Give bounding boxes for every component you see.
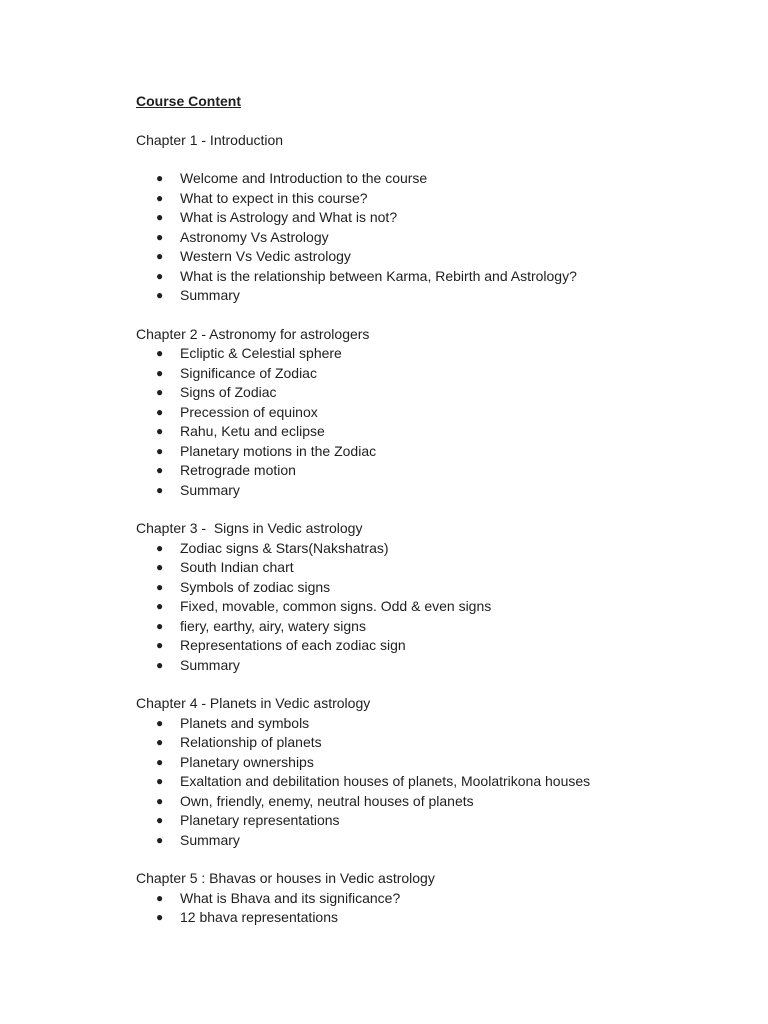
bullet-icon: ● bbox=[156, 365, 164, 380]
list-item bbox=[136, 656, 736, 676]
list-item bbox=[136, 228, 736, 248]
list-item bbox=[136, 267, 736, 287]
list-item-text: Zodiac signs & Stars(Nakshatras) bbox=[180, 539, 389, 556]
list-item-text: Planetary representations bbox=[180, 812, 340, 828]
chapter-heading: Chapter 1 - Introduction bbox=[136, 131, 284, 148]
list-item bbox=[136, 636, 736, 656]
list-item-text: 12 bhava representations bbox=[180, 909, 338, 925]
bullet-icon: ● bbox=[156, 754, 164, 769]
list-item-text: Own, friendly, enemy, neutral houses of planets bbox=[180, 792, 474, 809]
list-item bbox=[136, 189, 736, 209]
bullet-icon: ● bbox=[156, 385, 164, 399]
list-item-text: Welcome and Introduction to the course bbox=[180, 170, 428, 186]
list-item-text: Fixed, movable, common signs. Odd & even signs bbox=[180, 598, 492, 614]
bullet-icon: ● bbox=[156, 268, 164, 283]
bullet-icon: ● bbox=[156, 210, 164, 224]
chapter-item-list bbox=[136, 889, 736, 928]
list-item bbox=[136, 733, 736, 753]
list-item-text: Planetary ownerships bbox=[180, 753, 314, 770]
chapter-heading: Chapter 5 : Bhavas or houses in Vedic astrology bbox=[136, 870, 435, 886]
bullet-icon: ● bbox=[156, 910, 164, 924]
list-item-text: Retrograde motion bbox=[180, 462, 296, 478]
bullet-icon: ● bbox=[156, 463, 164, 477]
list-item-text: Summary bbox=[180, 831, 240, 848]
list-item bbox=[136, 344, 736, 364]
chapter-heading: Chapter 3 - Signs in Vedic astrology bbox=[136, 520, 363, 536]
document-title: Course Content bbox=[136, 93, 241, 109]
list-item bbox=[136, 908, 736, 928]
bullet-icon: ● bbox=[156, 171, 164, 185]
list-item bbox=[136, 383, 736, 403]
chapter-heading: Chapter 4 - Planets in Vedic astrology bbox=[136, 695, 371, 711]
list-item bbox=[136, 889, 736, 909]
list-item-text: What is Bhava and its significance? bbox=[180, 889, 401, 906]
list-item bbox=[136, 461, 736, 481]
bullet-icon: ● bbox=[156, 424, 164, 438]
list-item bbox=[136, 714, 736, 734]
chapter-2 bbox=[136, 325, 736, 501]
bullet-icon: ● bbox=[156, 229, 164, 244]
list-item-text: Precession of equinox bbox=[180, 403, 318, 420]
chapter-item-list bbox=[136, 169, 736, 306]
bullet-icon: ● bbox=[156, 735, 164, 749]
list-item bbox=[136, 792, 736, 812]
list-item bbox=[136, 811, 736, 831]
list-item bbox=[136, 247, 736, 267]
list-item-text: Relationship of planets bbox=[180, 734, 322, 750]
bullet-icon: ● bbox=[156, 774, 164, 788]
bullet-icon: ● bbox=[156, 599, 164, 613]
list-item bbox=[136, 208, 736, 228]
list-item-text: Rahu, Ketu and eclipse bbox=[180, 423, 325, 439]
bullet-icon: ● bbox=[156, 288, 164, 302]
bullet-icon: ● bbox=[156, 346, 164, 360]
bullet-icon: ● bbox=[156, 443, 164, 458]
list-item-text: Representations of each zodiac sign bbox=[180, 637, 406, 653]
chapter-4 bbox=[136, 694, 736, 850]
list-item-text: South Indian chart bbox=[180, 559, 294, 575]
document-page bbox=[136, 92, 736, 947]
list-item bbox=[136, 422, 736, 442]
list-item-text: Significance of Zodiac bbox=[180, 364, 317, 381]
list-item bbox=[136, 772, 736, 792]
bullet-icon: ● bbox=[156, 638, 164, 652]
bullet-icon: ● bbox=[156, 249, 164, 263]
list-item-text: What is Astrology and What is not? bbox=[180, 209, 398, 225]
bullet-icon: ● bbox=[156, 715, 164, 730]
list-item bbox=[136, 169, 736, 189]
list-item bbox=[136, 403, 736, 423]
list-item-text: Exaltation and debilitation houses of planets, Moolatrikona houses bbox=[180, 773, 591, 789]
list-item-text: Planetary motions in the Zodiac bbox=[180, 442, 377, 459]
chapter-heading: Chapter 2 - Astronomy for astrologers bbox=[136, 325, 370, 342]
chapter-3 bbox=[136, 519, 736, 675]
list-item-text: What to expect in this course? bbox=[180, 189, 368, 206]
chapter-1 bbox=[136, 131, 736, 306]
list-item bbox=[136, 539, 736, 559]
list-item bbox=[136, 558, 736, 578]
list-item bbox=[136, 597, 736, 617]
list-item-text: Summary bbox=[180, 287, 240, 303]
bullet-icon: ● bbox=[156, 579, 164, 594]
list-item-text: Signs of Zodiac bbox=[180, 384, 277, 400]
list-item bbox=[136, 617, 736, 637]
list-item-text: Summary bbox=[180, 481, 240, 498]
list-item bbox=[136, 753, 736, 773]
bullet-icon: ● bbox=[156, 190, 164, 205]
bullet-icon: ● bbox=[156, 618, 164, 633]
list-item-text: fiery, earthy, airy, watery signs bbox=[180, 617, 366, 634]
list-item bbox=[136, 442, 736, 462]
bullet-icon: ● bbox=[156, 482, 164, 497]
list-item-text: Symbols of zodiac signs bbox=[180, 578, 331, 595]
list-item bbox=[136, 578, 736, 598]
chapter-item-list bbox=[136, 714, 736, 851]
bullet-icon: ● bbox=[156, 560, 164, 574]
chapter-5 bbox=[136, 869, 736, 928]
chapter-item-list bbox=[136, 539, 736, 676]
bullet-icon: ● bbox=[156, 657, 164, 672]
chapter-item-list bbox=[136, 344, 736, 500]
bullet-icon: ● bbox=[156, 404, 164, 419]
list-item bbox=[136, 364, 736, 384]
list-item-text: Ecliptic & Celestial sphere bbox=[180, 345, 342, 361]
list-item-text: Astronomy Vs Astrology bbox=[180, 228, 329, 245]
list-item bbox=[136, 481, 736, 501]
bullet-icon: ● bbox=[156, 540, 164, 555]
bullet-icon: ● bbox=[156, 813, 164, 827]
bullet-icon: ● bbox=[156, 890, 164, 905]
list-item bbox=[136, 831, 736, 851]
list-item-text: What is the relationship between Karma, Rebirth and Astrology? bbox=[180, 267, 577, 284]
bullet-icon: ● bbox=[156, 793, 164, 808]
bullet-icon: ● bbox=[156, 832, 164, 847]
list-item-text: Planets and symbols bbox=[180, 714, 310, 731]
list-item-text: Summary bbox=[180, 656, 240, 673]
list-item bbox=[136, 286, 736, 306]
list-item-text: Western Vs Vedic astrology bbox=[180, 248, 351, 264]
